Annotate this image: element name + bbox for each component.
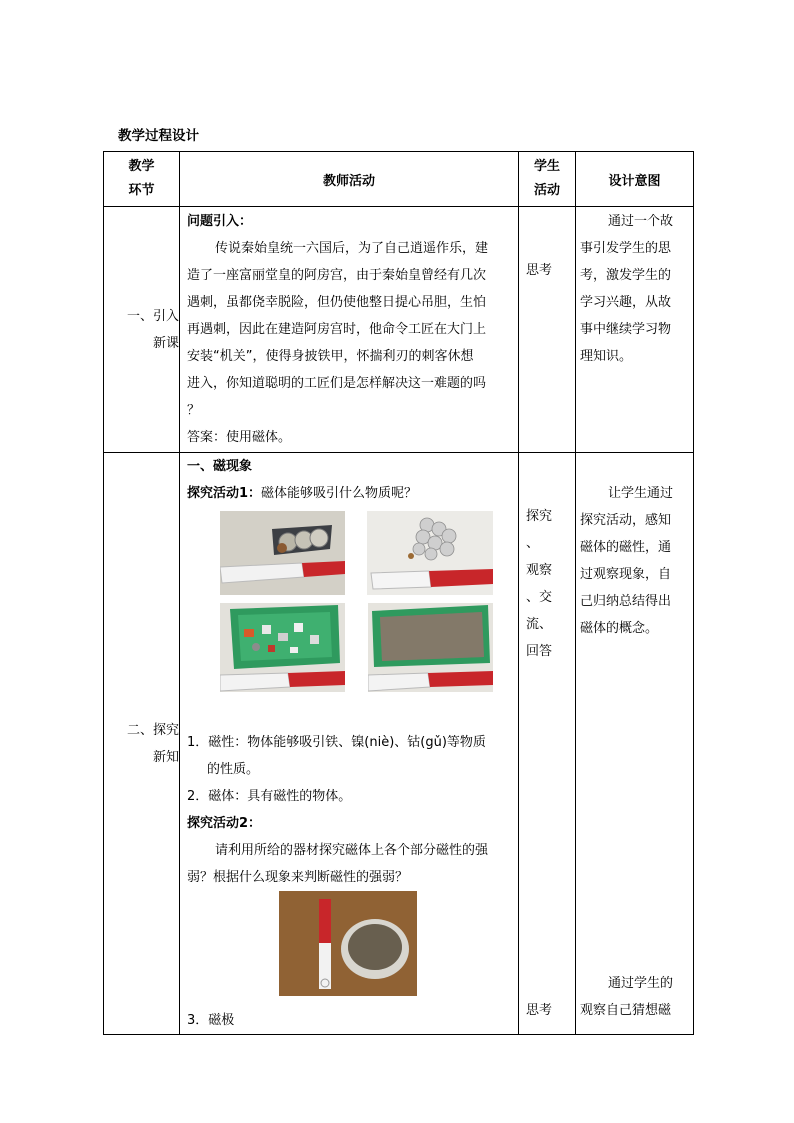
intent-explore-line: 过观察现象，自 <box>580 567 672 582</box>
header-stage-line2: 环节 <box>128 183 155 198</box>
intro-story-line: 进入，你知道聪明的工匠们是怎样解决这一难题的吗 <box>187 376 487 391</box>
intro-story-line: 造了一座富丽堂皇的阿房宫，由于秦始皇曾经有几次 <box>187 268 487 283</box>
student-explore <box>519 453 576 1035</box>
header-student-line2: 活动 <box>533 183 560 198</box>
photo-bar-magnet-iron-filings <box>279 891 417 996</box>
header-student-line1: 学生 <box>533 159 560 174</box>
student-explore-line: 观察 <box>526 563 553 578</box>
student-intro <box>519 207 576 453</box>
student-explore-line: 回答 <box>526 644 553 659</box>
definition-magnetism-cont: 的性质。 <box>207 762 260 777</box>
student-intro-text: 思考 <box>526 263 553 278</box>
activity1-question: 磁体能够吸引什么物质呢？ <box>261 486 418 501</box>
intro-answer: 答案：使用磁体。 <box>187 430 292 445</box>
intent-intro-line: 学习兴趣，从故 <box>580 295 672 310</box>
header-intent: 设计意图 <box>576 152 694 207</box>
stage-intro-line2: 新课 <box>152 335 179 351</box>
intent-explore-line: 磁体的概念。 <box>580 621 659 636</box>
stage-explore-line1: 二、探究 <box>126 722 179 738</box>
activity2-label: 探究活动2： <box>187 816 262 831</box>
stage-intro <box>104 207 180 453</box>
activity1 <box>187 480 518 507</box>
intent-intro <box>576 207 694 453</box>
intent-explore-bottom <box>580 970 673 1024</box>
stage-intro-line1: 一、引入 <box>126 308 179 324</box>
student-explore-line: 流、 <box>526 617 553 632</box>
intro-question-label: 问题引入： <box>187 214 253 229</box>
intent-intro-line: 考，激发学生的 <box>580 268 672 283</box>
student-explore-think: 思考 <box>526 1003 553 1018</box>
definition-magnet: 2．磁体：具有磁性的物体。 <box>187 789 352 804</box>
intro-story-line: 传说秦始皇统一六国后，为了自己逍遥作乐，建 <box>215 241 489 256</box>
activity1-label: 探究活动1： <box>187 486 262 501</box>
photo-magnet-metal-cylinders <box>220 511 345 595</box>
intent-explore-bottom-line: 通过学生的 <box>608 976 674 991</box>
intro-story-line: 再遇刺，因此在建造阿房宫时，他命令工匠在大门上 <box>187 322 487 337</box>
teacher-intro <box>180 207 519 453</box>
magnetic-pole-heading: 3．磁极 <box>187 1013 235 1028</box>
stage-explore <box>104 453 180 1035</box>
header-stage <box>104 152 180 207</box>
table-header-row <box>104 152 694 207</box>
intent-intro-line: 理知识。 <box>580 349 633 364</box>
intent-explore <box>576 453 694 1035</box>
student-explore-line: 、交 <box>526 590 553 605</box>
intro-story-line: 安装“机关”，使得身披铁甲，怀揣利刃的刺客休想 <box>187 349 474 364</box>
intent-explore-bottom-line: 观察自己猜想磁 <box>580 1003 672 1018</box>
activity2-question-cont: 弱？根据什么现象来判断磁性的强弱？ <box>187 870 409 885</box>
intent-intro-line: 事引发学生的思 <box>580 241 672 256</box>
photo-tray-small-objects <box>220 603 345 692</box>
header-stage-line1: 教学 <box>128 159 155 174</box>
student-explore-line: 探究 <box>526 509 553 524</box>
photo-magnet-coins <box>367 511 493 595</box>
intent-intro-line: 事中继续学习物 <box>580 322 672 337</box>
intent-explore-line: 让学生通过 <box>608 486 674 501</box>
definition-magnetism: 1．磁性：物体能够吸引铁、镍(niè)、钴(gǔ)等物质 <box>187 735 486 750</box>
stage-explore-line2: 新知 <box>152 749 179 765</box>
table-row-intro <box>104 207 694 453</box>
intent-intro-line: 通过一个故 <box>608 214 674 229</box>
header-student <box>519 152 576 207</box>
photo-tray-iron-filings <box>368 603 493 692</box>
header-teacher: 教师活动 <box>180 152 519 207</box>
intent-explore-line: 磁体的磁性，通 <box>580 540 672 555</box>
intent-explore-line: 己归纳总结得出 <box>580 594 672 609</box>
intro-story-line: 遇刺，虽都侥幸脱险，但仍使他整日提心吊胆，生怕 <box>187 295 487 310</box>
document-title: 教学过程设计 <box>118 128 199 144</box>
activity2-question: 请利用所给的器材探究磁体上各个部分磁性的强 <box>215 843 489 858</box>
intent-explore-line: 探究活动，感知 <box>580 513 672 528</box>
intro-story-line: ？ <box>187 403 201 418</box>
student-explore-line: 、 <box>526 536 540 551</box>
section-heading: 一、磁现象 <box>187 459 253 474</box>
